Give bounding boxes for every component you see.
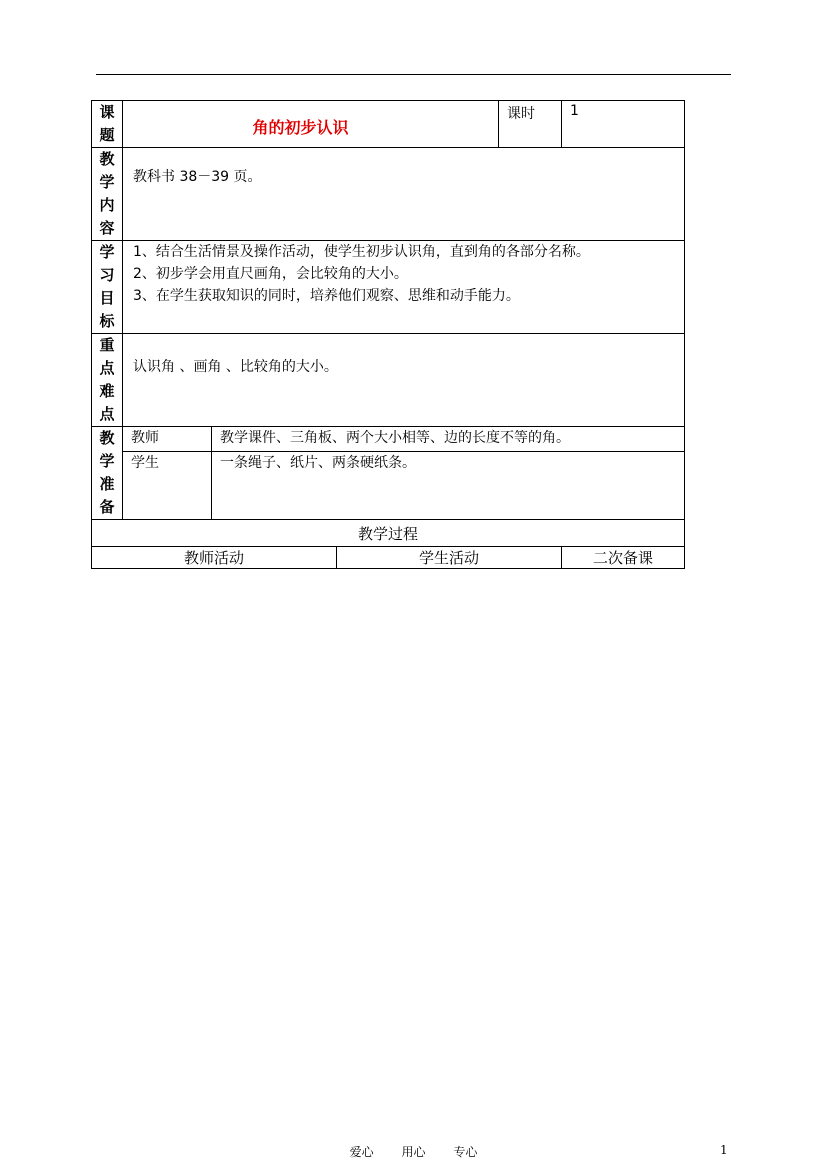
- prep-teacher-text: 教学课件、三角板、两个大小相等、边的长度不等的角。: [212, 427, 685, 452]
- goals-row: [92, 241, 685, 334]
- footer-motto: [0, 1143, 827, 1160]
- focus-row: [92, 334, 685, 427]
- vertical-label-char: 教: [99, 429, 115, 447]
- page-number: 1: [720, 1143, 728, 1157]
- goals-list: [123, 241, 685, 334]
- lesson-plan-table: [91, 100, 685, 569]
- content-row: [92, 148, 685, 241]
- vertical-label-char: 学: [99, 173, 115, 191]
- teacher-activity-header: 教师活动: [92, 547, 337, 569]
- revision-header: 二次备课: [562, 547, 685, 569]
- vertical-label-char: 重: [99, 336, 115, 354]
- prep-teacher-label: 教师: [123, 427, 212, 452]
- prep-teacher-row: [92, 427, 685, 452]
- motto-word: 专心: [453, 1145, 478, 1159]
- period-value: 1: [562, 101, 685, 148]
- process-row: [92, 520, 685, 547]
- topic-label: [92, 101, 123, 148]
- content-label: [92, 148, 123, 241]
- vertical-label-char: 学: [99, 452, 115, 470]
- vertical-label-char: 目: [99, 289, 115, 307]
- vertical-label-char: 备: [99, 498, 115, 516]
- student-activity-header: 学生活动: [337, 547, 562, 569]
- prep-student-text: 一条绳子、纸片、两条硬纸条。: [212, 451, 685, 519]
- lesson-title: 角的初步认识: [123, 101, 499, 148]
- vertical-label-char: 教: [99, 150, 115, 168]
- vertical-label-char: 点: [99, 405, 115, 423]
- prep-student-label: 学生: [123, 451, 212, 519]
- motto-word: 爱心: [349, 1145, 374, 1159]
- activity-header-row: [92, 547, 685, 569]
- focus-label: [92, 334, 123, 427]
- vertical-label-char: 习: [99, 266, 115, 284]
- period-label: 课时: [499, 101, 562, 148]
- vertical-label-char: 难: [99, 382, 115, 400]
- content-text: 教科书 38－39 页。: [123, 148, 685, 241]
- vertical-label-char: 点: [99, 359, 115, 377]
- vertical-label-char: 题: [99, 126, 115, 144]
- vertical-label-char: 容: [99, 219, 115, 237]
- goal-item: 2、初步学会用直尺画角，会比较角的大小。: [133, 266, 408, 282]
- topic-row: [92, 101, 685, 148]
- vertical-label-char: 学: [99, 243, 115, 261]
- focus-text: 认识角 、画角 、比较角的大小。: [123, 334, 685, 427]
- vertical-label-char: 标: [99, 312, 115, 330]
- goal-item: 3、在学生获取知识的同时，培养他们观察、思维和动手能力。: [133, 288, 520, 304]
- goals-label: [92, 241, 123, 334]
- vertical-label-char: 准: [99, 475, 115, 493]
- vertical-label-char: 课: [99, 103, 115, 121]
- process-label: 教学过程: [92, 520, 685, 547]
- prep-label: [92, 427, 123, 520]
- vertical-label-char: 内: [99, 196, 115, 214]
- header-rule: [96, 74, 731, 75]
- goal-item: 1、结合生活情景及操作活动，使学生初步认识角，直到角的各部分名称。: [133, 244, 590, 260]
- motto-word: 用心: [401, 1145, 426, 1159]
- prep-student-row: [92, 451, 685, 519]
